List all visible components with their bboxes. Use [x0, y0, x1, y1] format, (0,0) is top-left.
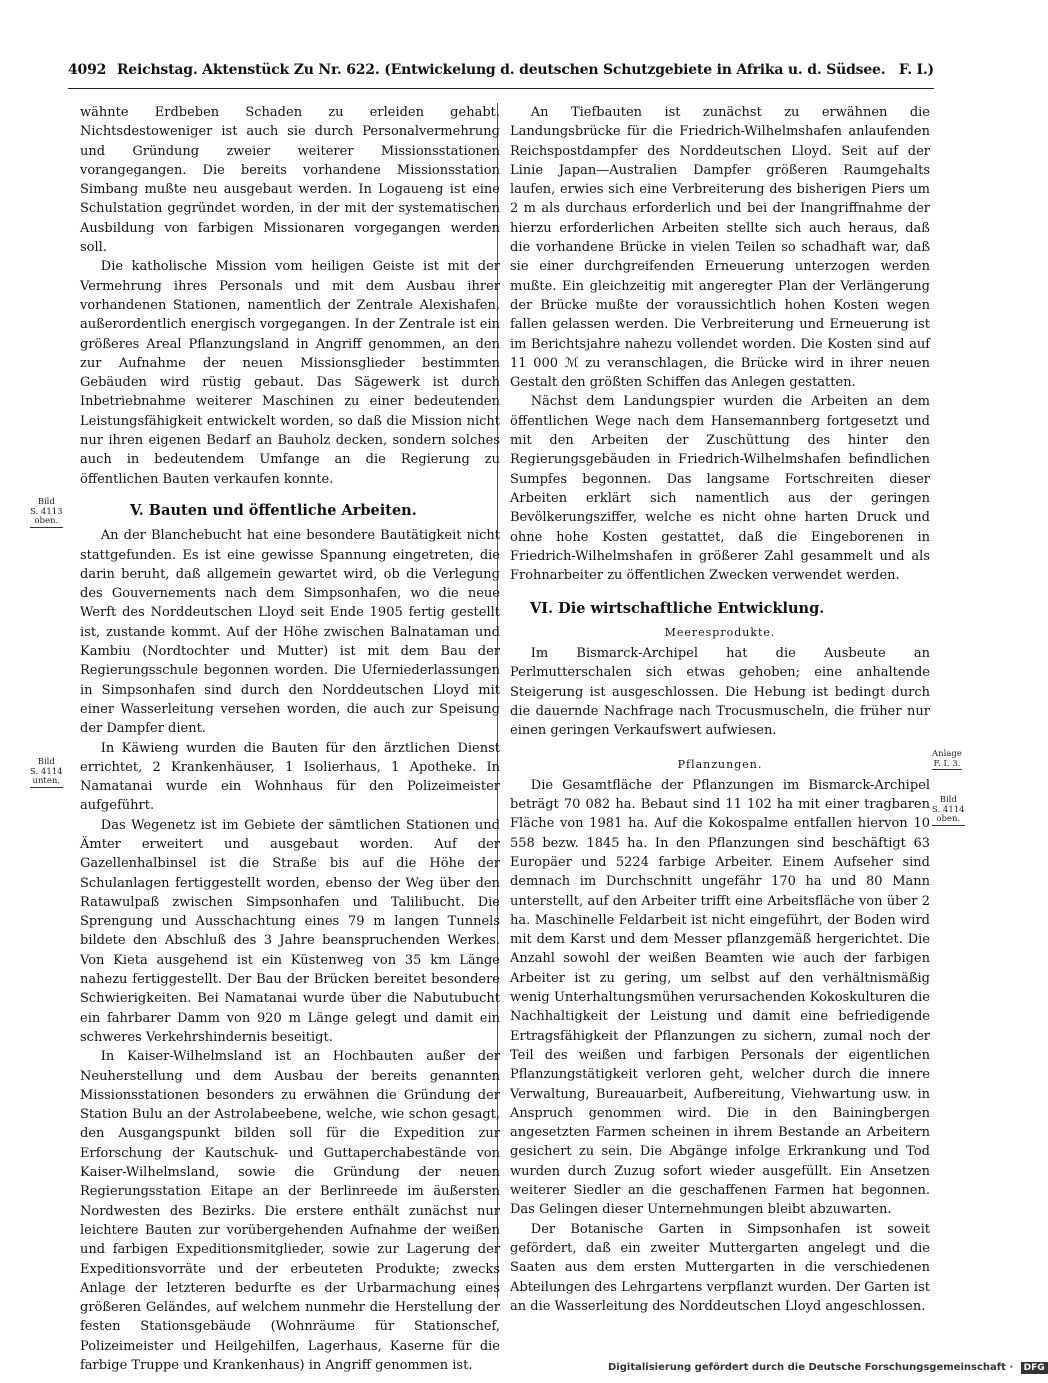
- margin-note-bild-4114-unten: Bild S. 4114 unten.: [30, 757, 63, 786]
- paragraph: In Kaiser-Wilhelmsland ist an Hochbauten außer der Neuherstellung und dem Ausbau der bereits genannten Missionsstationen besonders zu erwähnen die Gründung der Station Bulu an der Astrolabeebene, welche, wie schon gesagt, den Ausgangspunkt bilden soll für die Expedition zur Erforschung der Kautschuk- und Guttaperchabestände von Kaiser-Wilhelmsland, sowie die Gründung der neuen Regierungsstation Eitape an der Berlinreede im äußersten Nordwesten des Bezirks. Die erstere enthält zunächst nur leichtere Bauten zur vorübergehenden Aufnahme der weißen und farbigen Expeditionsmitglieder, sowie zur Lagerung der Expeditionsvorräte und der erbeuteten Produkte; zwecks Anlage der letzteren bedurfte es der Urbarmachung eines größeren Geländes, auf welchem nunmehr die Herstellung der festen Stationsgebäude (Wohnräume für Stationschef, Polizeimeister und Heilgehilfen, Lagerhaus, Kaserne für die farbige Truppe und Krankenhaus) in Angriff genommen ist.: [80, 1049, 500, 1373]
- paragraph: Die Gesamtfläche der Pflanzungen im Bismarck-Archipel beträgt 70 082 ha. Bebaut sind 11 102 ha mit einer tragbaren Fläche von 1981 ha. Auf die Kokospalme entfallen hiervon 10 558 bezw. 1845 ha. In den Pflanzungen sind beschäftigt 63 Europäer und 5224 farbige Arbeiter. Einem Aufseher sind demnach im Durchschnitt ungefähr 170 ha und 80 Mann unterstellt, auf den Arbeiter trifft eine Arbeitsfläche von über 2 ha. Maschinelle Feldarbeit ist nicht eingeführt, der Boden wird mit dem Karst und dem Messer pflanzgemäß hergerichtet. Die Anzahl sowohl der weißen Beamten wie auch der farbigen Arbeiter ist zu gering, um selbst auf den verhältnismäßig wenig Unterhaltungsmühen verursachenden Kokoskulturen die Nachhaltigkeit der Leistung und damit eine befriedigende Ertragsfähigkeit der Pflanzungen zu sichern, zumal noch der Teil des weißen und farbigen Personals der eigentlichen Pflanzungstätigkeit verloren geht, welcher durch die innere Verwaltung, Bureauarbeit, Aufbereitung, Viehwartung usw. in Anspruch genommen wird. Die in den Bainingbergen angesetzten Farmen scheinen in ihrem Bestande an Arbeitern gesichert zu sein. Die Abgänge infolge Erkrankung und Tod wurden durch Zuzug sofort wieder ausgefüllt. Ein Ansetzen weiterer Siedler an die geschaffenen Farmen hat begonnen. Das Gelingen dieser Unternehmungen bleibt abzuwarten.: [510, 777, 930, 1218]
- page-number: 4092: [68, 62, 107, 78]
- header-section: F. I.): [898, 62, 934, 78]
- paragraph: Nächst dem Landungspier wurden die Arbeiten an dem öffentlichen Wege nach dem Hansemannberg fortgesetzt und mit den Arbeiten der Zuschüttung des hinter den Regierungsgebäuden in Friedrich-Wilhelmshafen befindlichen Sumpfes begonnen. Das langsame Fortschreiten dieser Arbeiten erklärt sich namentlich aus der geringen Bevölkerungsziffer, welche es nicht ohne harten Druck und ohne hohe Kosten gestattet, daß die Eingeborenen in Friedrich-Wilhelmshafen in größerer Zahl gesammelt und als Frohnarbeiter zu öffentlichen Zwecken verwendet werden.: [510, 394, 930, 584]
- margin-note-bild-4114-oben: Bild S. 4114 oben.: [932, 795, 965, 824]
- paragraph: In Käwieng wurden die Bauten für den ärztlichen Dienst errichtet, 2 Krankenhäuser, 1 Isolierhaus, 1 Apotheke. In Namatanai wurde ein Wohnhaus für den Polizeimeister aufgeführt.: [80, 740, 500, 814]
- subheading-pflanzungen: Pflanzungen.: [677, 757, 763, 771]
- margin-note-bild-4113: Bild S. 4113 oben.: [30, 497, 63, 526]
- paragraph: Die katholische Mission vom heiligen Geiste ist mit der Vermehrung ihres Personals und mit dem Ausbau ihrer vorhandenen Stationen, namentlich der Zentrale Alexishafen, außerordentlich energisch vorgegangen. In der Zentrale ist ein größeres Areal Pflanzungsland in Angriff genommen, an den zur Aufnahme der neuen Missionsglieder bestimmten Gebäuden wird rüstig gebaut. Das Sägewerk ist durch Inbetriebnahme weiterer Maschinen zu einer bedeutenden Leistungsfähigkeit entwickelt worden, so daß die Mission nicht nur ihren eigenen Bedarf an Bauholz decken, sondern solches auch in bedeutendem Umfange an die Regierung zu öffentlichen Bauten verkaufen konnte.: [80, 259, 500, 487]
- section-heading-vi: VI. Die wirtschaftliche Entwicklung.: [530, 600, 825, 618]
- margin-note-anlage: Anlage F. I. 3.: [932, 749, 962, 769]
- right-column: [510, 103, 930, 1316]
- paragraph: Das Wegenetz ist im Gebiete der sämtlichen Stationen und Ämter erweitert und ausgebaut worden. Auf der Gazellenhalbinsel ist die Straße bis auf die Höhe der Schulanlagen fertiggestellt worden, ebenso der Weg über den Ratawulpaß zwischen Simpsonhafen und Talilibucht. Die Sprengung und Ausschachtung eines 79 m langen Tunnels bildete den Abschluß des 3 Jahre beanspruchenden Werkes. Von Kieta ausgehend ist ein Küstenweg von 35 km Länge nahezu fertiggestellt. Der Bau der Brücken bereitet besondere Schwierigkeiten. Bei Namatanai wurde über die Nabutubucht ein fahrbarer Damm von 920 m Länge gelegt und damit ein schweres Verkehrshindernis beseitigt.: [80, 817, 500, 1045]
- subheading-meeresprodukte: Meeresprodukte.: [664, 625, 776, 639]
- paragraph: An der Blanchebucht hat eine besondere Bautätigkeit nicht stattgefunden. Es ist eine gewisse Spannung eingetreten, die darin beruht, daß allgemein gewartet wird, ob die Verlegung des Gouvernements nach dem Simpsonhafen, wo die neue Werft des Norddeutschen Lloyd seit Ende 1905 fertig gestellt ist, zustande kommt. Auf der Höhe zwischen Balnataman und Kambiu (Nordtochter und Mutter) ist mit dem Bau der Regierungsschule begonnen worden. Die Uferniederlassungen in Simpsonhafen sind durch den Norddeutschen Lloyd mit einer Wasserleitung versehen worden, die auch zur Speisung der Dampfer dient.: [80, 528, 500, 737]
- page-header: [68, 62, 934, 78]
- footer-text: Digitalisierung gefördert durch die Deutsche Forschungsgemeinschaft ·: [608, 1362, 1014, 1373]
- left-column: [80, 103, 500, 1375]
- header-rule: [68, 88, 934, 89]
- section-heading-v: V. Bauten und öffentliche Arbeiten.: [130, 501, 417, 519]
- paragraph: wähnte Erdbeben Schaden zu erleiden gehabt. Nichtsdestoweniger ist auch sie durch Personalvermehrung und Gründung zweier weiterer Missionsstationen vorangegangen. Die bereits vorhandene Missionsstation Simbang mußte neu ausgebaut werden. In Logaueng ist eine Schulstation gegründet worden, in der mit der systematischen Ausbildung von farbigen Missionaren vorgegangen werden soll.: [80, 105, 500, 256]
- paragraph: An Tiefbauten ist zunächst zu erwähnen die Landungsbrücke für die Friedrich-Wilhelmshafen anlaufenden Reichspostdampfer des Norddeutschen Lloyd. Seit auf der Linie Japan—Australien Dampfer größeren Raumgehalts laufen, erwies sich eine Verbreiterung des bisherigen Piers um 2 m als durchaus erforderlich und bei der Inangriffnahme der hierzu erforderlichen Arbeiten stellte sich auch heraus, daß die vorhandene Brücke in vielen Teilen so schadhaft war, daß sie einer durchgreifenden Erneuerung unterzogen werden mußte. Ein gleichzeitig mit angeregter Plan der Verlängerung der Brücke mußte der voraussichtlich hohen Kosten wegen fallen gelassen werden. Die Verbreiterung und Erneuerung ist im Berichtsjahre nahezu vollendet worden. Die Kosten sind auf 11 000 ℳ zu veranschlagen, die Brücke wird in ihrer neuen Gestalt den größten Schiffen das Anlegen gestatten.: [510, 105, 930, 391]
- dfg-logo: DFG: [1021, 1362, 1048, 1374]
- paragraph: Im Bismarck-Archipel hat die Ausbeute an Perlmutterschalen sich etwas gehoben; eine anhaltende Steigerung ist ausgeschlossen. Die Hebung ist bedingt durch die dauernde Nachfrage nach Trocusmuscheln, die früher nur einen geringen Verkaufswert aufwiesen.: [510, 646, 930, 739]
- paragraph: Der Botanische Garten in Simpsonhafen ist soweit gefördert, daß ein zweiter Muttergarten angelegt und die Saaten aus dem ersten Muttergarten in die verschiedenen Abteilungen des Lehrgartens verpflanzt wurden. Der Garten ist an die Wasserleitung des Norddeutschen Lloyd angeschlossen.: [510, 1221, 930, 1314]
- digitization-footer: [608, 1362, 1048, 1374]
- header-title: Reichstag. Aktenstück Zu Nr. 622. (Entwickelung d. deutschen Schutzgebiete in Afrika u. d. Südsee.: [116, 62, 886, 78]
